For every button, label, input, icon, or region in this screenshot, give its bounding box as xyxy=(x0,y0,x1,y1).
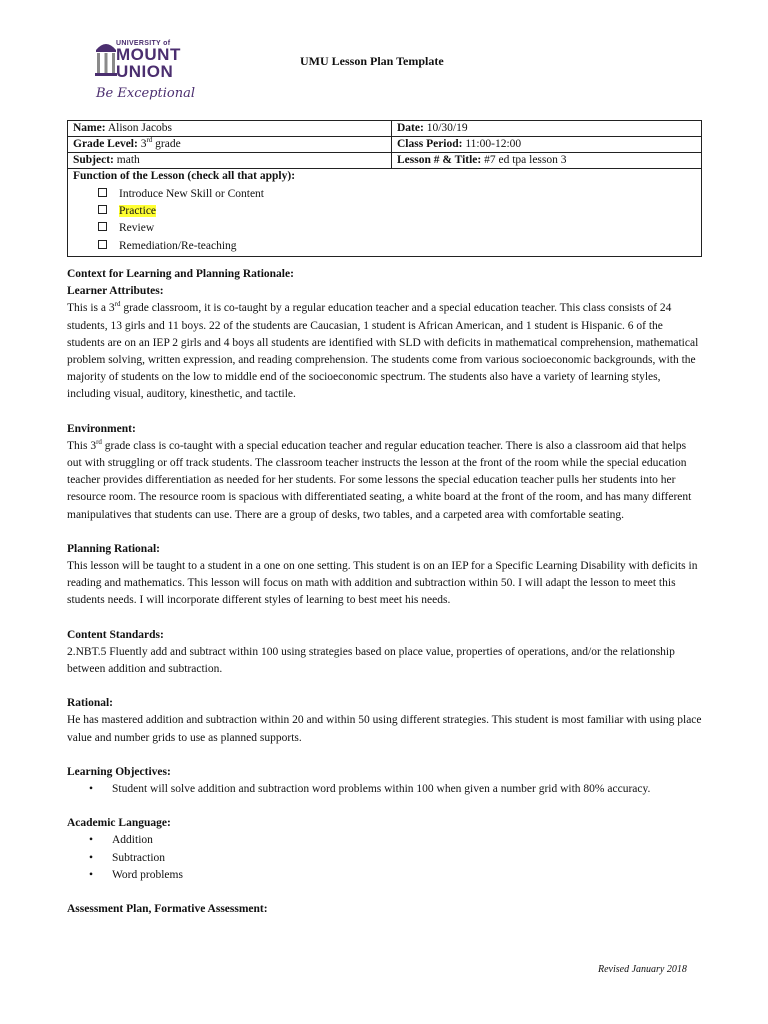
assessment-heading: Assessment Plan, Formative Assessment: xyxy=(67,903,268,916)
env-superscript: rd xyxy=(96,438,102,446)
grade-superscript: rd xyxy=(146,136,153,145)
function-option xyxy=(98,220,696,237)
date-cell xyxy=(392,121,702,137)
option-label: Introduce New Skill or Content xyxy=(119,188,265,200)
planning-paragraph: This lesson will be taught to a student in a one on one setting. This student is on an IEP for a Specific Learning Disability with deficits in reading and mathematics. This lesson will focus on math with addition and subtraction within 50. I will adapt the lesson to meet this students needs. I will incorporate different styles of learning to best meet his needs. xyxy=(67,560,698,607)
objectives-heading: Learning Objectives: xyxy=(67,765,171,778)
context-heading: Context for Learning and Planning Rationale: xyxy=(67,268,294,280)
lesson-value: #7 ed tpa lesson 3 xyxy=(484,154,567,166)
environment-heading: Environment: xyxy=(67,422,136,435)
name-value: Alison Jacobs xyxy=(107,122,173,134)
period-value: 11:00-12:00 xyxy=(465,138,522,150)
option-label: Review xyxy=(119,222,155,235)
table-row xyxy=(68,169,702,257)
option-label: Remediation/Re-teaching xyxy=(119,239,237,252)
function-label: Function of the Lesson (check all that apply): xyxy=(73,170,296,182)
logo-mount-text: MOUNT xyxy=(116,45,181,64)
lesson-content xyxy=(67,266,703,918)
name-cell xyxy=(68,121,392,137)
academic-list xyxy=(67,832,703,884)
date-label: Date: xyxy=(397,122,424,134)
learner-text: grade classroom, it is co-taught by a regular education teacher and a special education teacher. This class consists of 24 students, 13 girls and 11 boys. 22 of the students are Caucasian, 1 student is African American, and 1 student is Hispanic. 6 of the students are on an IEP 2 girls and 4 boys all students are identified with SLD with deficits in mathematical comprehension, mathematical problem solving, written expression, and reading comprehension. The students come from various socioeconomic backgrounds, with the majority of students on the low to middle end of the socioeconomic spectrum. The students also have a variety of learning styles, including visual, auditory, kinesthetic, and tactile. xyxy=(67,302,699,401)
lesson-cell xyxy=(392,153,702,169)
date-value: 10/30/19 xyxy=(426,122,468,134)
logo-union-text: UNION xyxy=(116,62,174,81)
grade-rest: grade xyxy=(155,138,181,150)
function-option xyxy=(98,203,696,220)
objectives-list xyxy=(67,781,703,798)
learner-superscript: rd xyxy=(114,300,121,309)
checkbox-icon[interactable] xyxy=(98,240,107,249)
standards-paragraph: 2.NBT.5 Fluently add and subtract within 100 using strategies based on place value, properties of operations, and/or the relationship between addition and subtraction. xyxy=(67,645,675,676)
academic-heading: Academic Language: xyxy=(67,817,171,830)
list-item: • Word problems xyxy=(86,867,703,884)
revision-footer: Revised January 2018 xyxy=(598,964,687,975)
list-item: • Student will solve addition and subtraction word problems within 100 when given a number grid with 80% accuracy. xyxy=(86,781,703,798)
name-label: Name: xyxy=(73,122,106,134)
checkbox-icon[interactable] xyxy=(98,205,107,214)
list-item: • Addition xyxy=(86,832,703,849)
learner-pre: This is a 3 xyxy=(67,302,115,315)
rational-paragraph: He has mastered addition and subtraction within 20 and within 50 using different strategies. This student is most familiar with using place value and number grids to use as planned supports. xyxy=(67,714,702,744)
subject-value: math xyxy=(116,154,140,166)
logo-tagline: Be Exceptional xyxy=(96,86,195,101)
function-cell xyxy=(68,169,702,257)
table-row xyxy=(68,121,702,137)
rational-heading: Rational: xyxy=(67,697,113,710)
checkbox-icon[interactable] xyxy=(98,188,107,197)
option-label-highlighted: Practice xyxy=(119,205,157,218)
function-option xyxy=(98,186,696,203)
lesson-label: Lesson # & Title: xyxy=(397,154,482,166)
env-text: grade class is co-taught with a special education teacher and regular education teacher. There is also a classroom aid that helps out with struggling or off track students. The classroom teacher instructs the lesson at the front of the room while the special education teacher provides differentiation as needed for her students. For some lessons the special education teacher pulls her students into her resource room. The resource room is spacious with differentiated seating, a white board at the front of the room, and has many different manipulatives that students can use. There are a group of desks, two tables, and a carpeted area with comfortable seating. xyxy=(67,439,692,521)
subject-label: Subject: xyxy=(73,154,114,166)
environment-paragraph xyxy=(67,438,703,524)
learner-heading: Learner Attributes: xyxy=(67,285,164,298)
table-row xyxy=(68,153,702,169)
standards-heading: Content Standards: xyxy=(67,628,164,641)
planning-heading: Planning Rational: xyxy=(67,542,160,555)
grade-number: 3 xyxy=(140,138,147,150)
document-title: UMU Lesson Plan Template xyxy=(300,54,444,68)
list-item: • Subtraction xyxy=(86,850,703,867)
checkbox-icon[interactable] xyxy=(98,222,107,231)
env-pre: This 3 xyxy=(67,439,97,452)
grade-cell xyxy=(68,137,392,153)
function-options xyxy=(98,186,696,255)
function-option xyxy=(98,238,696,255)
university-logo xyxy=(94,38,204,106)
learner-paragraph xyxy=(67,300,703,403)
period-cell xyxy=(392,137,702,153)
grade-label: Grade Level: xyxy=(73,138,138,150)
columns-logo-icon xyxy=(94,38,118,78)
table-row xyxy=(68,137,702,153)
period-label: Class Period: xyxy=(397,138,463,150)
lesson-info-table xyxy=(67,120,702,257)
logo-university-text: UNIVERSITY of xyxy=(116,40,171,47)
subject-cell xyxy=(68,153,392,169)
